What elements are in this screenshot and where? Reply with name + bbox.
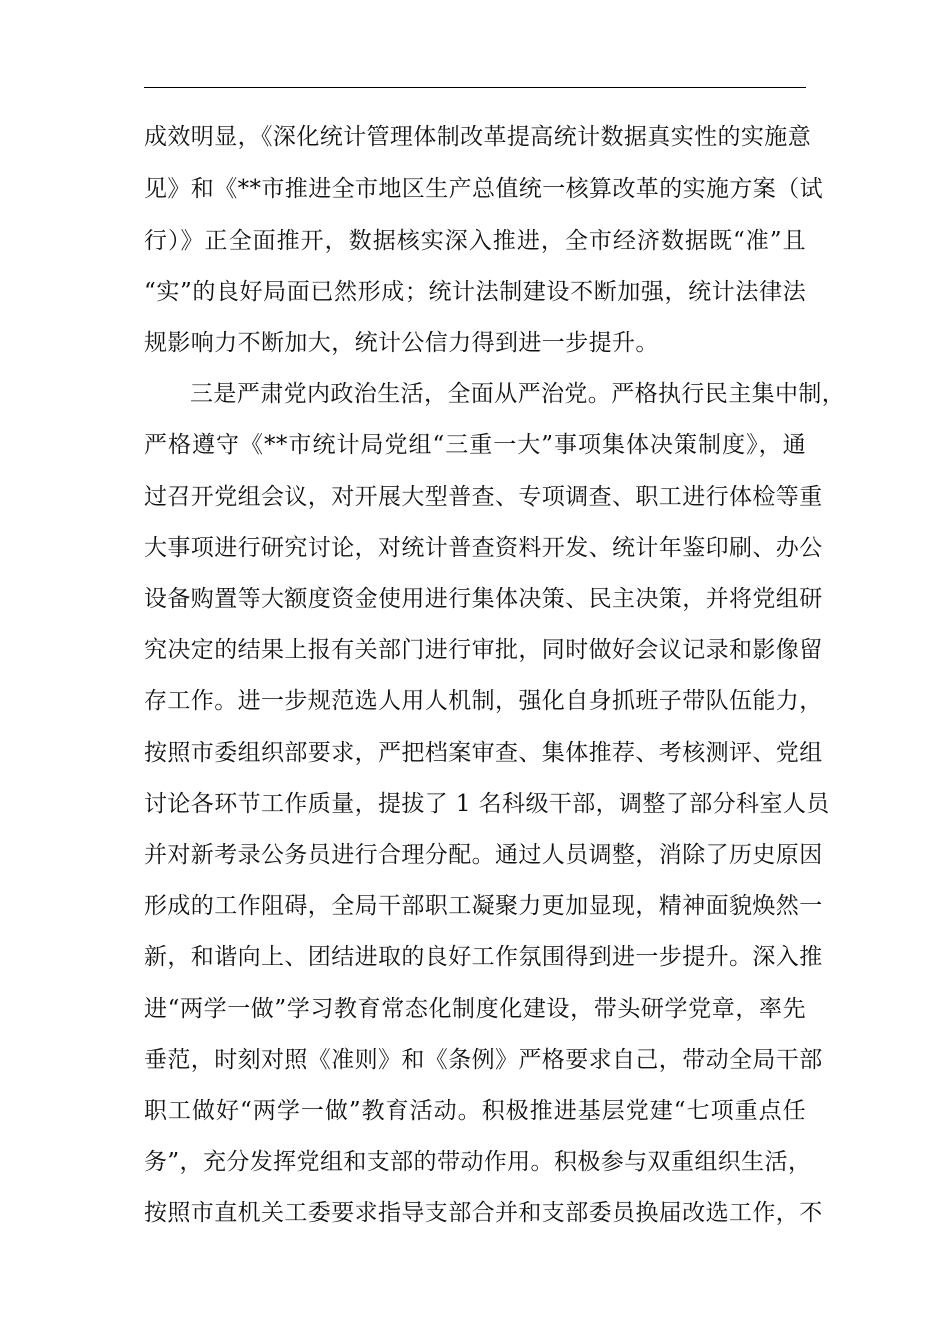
text-line: “实”的良好局面已然形成；统计法制建设不断加强，统计法律法 bbox=[144, 279, 806, 305]
text-line: 形成的工作阻碍，全局干部职工凝聚力更加显现，精神面貌焕然一 bbox=[144, 893, 823, 919]
text-line: 严格遵守《**市统计局党组“三重一大”事项集体决策制度》，通 bbox=[144, 432, 806, 458]
text-line: 并对新考录公务员进行合理分配。通过人员调整，消除了历史原因 bbox=[144, 842, 823, 868]
text-line: 存工作。进一步规范选人用人机制，强化自身抓班子带队伍能力， bbox=[144, 688, 823, 714]
text-line: 职工做好“两学一做”教育活动。积极推进基层党建“七项重点任 bbox=[144, 1098, 806, 1124]
paragraph-first-line: 三是严肃党内政治生活，全面从严治党。严格执行民主集中制， bbox=[190, 381, 846, 407]
text-line: 新，和谐向上、团结进取的良好工作氛围得到进一步提升。深入推 bbox=[144, 944, 823, 970]
text-line: 按照市委组织部要求，严把档案审查、集体推荐、考核测评、党组 bbox=[144, 740, 823, 766]
text-line: 行）》正全面推开，数据核实深入推进，全市经济数据既“准”且 bbox=[144, 228, 806, 254]
text-line: 垂范，时刻对照《准则》和《条例》严格要求自己，带动全局干部 bbox=[144, 1047, 823, 1073]
text-line: 务”，充分发挥党组和支部的带动作用。积极参与双重组织生活， bbox=[144, 1149, 812, 1175]
text-line: 见》和《**市推进全市地区生产总值统一核算改革的实施方案（试 bbox=[144, 176, 823, 202]
text-line: 成效明显，《深化统计管理体制改革提高统计数据真实性的实施意 bbox=[144, 124, 812, 150]
text-line: 规影响力不断加大，统计公信力得到进一步提升。 bbox=[144, 330, 659, 356]
header-rule bbox=[144, 87, 806, 88]
text-line: 究决定的结果上报有关部门进行审批，同时做好会议记录和影像留 bbox=[144, 637, 823, 663]
text-line: 按照市直机关工委要求指导支部合并和支部委员换届改选工作，不 bbox=[144, 1200, 823, 1226]
text-line: 大事项进行研究讨论，对统计普查资料开发、统计年鉴印刷、办公 bbox=[144, 535, 823, 561]
text-line: 进“两学一做”学习教育常态化制度化建设，带头研学党章，率先 bbox=[144, 996, 806, 1022]
text-line: 过召开党组会议，对开展大型普查、专项调查、职工进行体检等重 bbox=[144, 484, 823, 510]
text-line: 讨论各环节工作质量，提拔了 1 名科级干部，调整了部分科室人员 bbox=[144, 791, 830, 817]
text-line: 设备购置等大额度资金使用进行集体决策、民主决策，并将党组研 bbox=[144, 586, 823, 612]
